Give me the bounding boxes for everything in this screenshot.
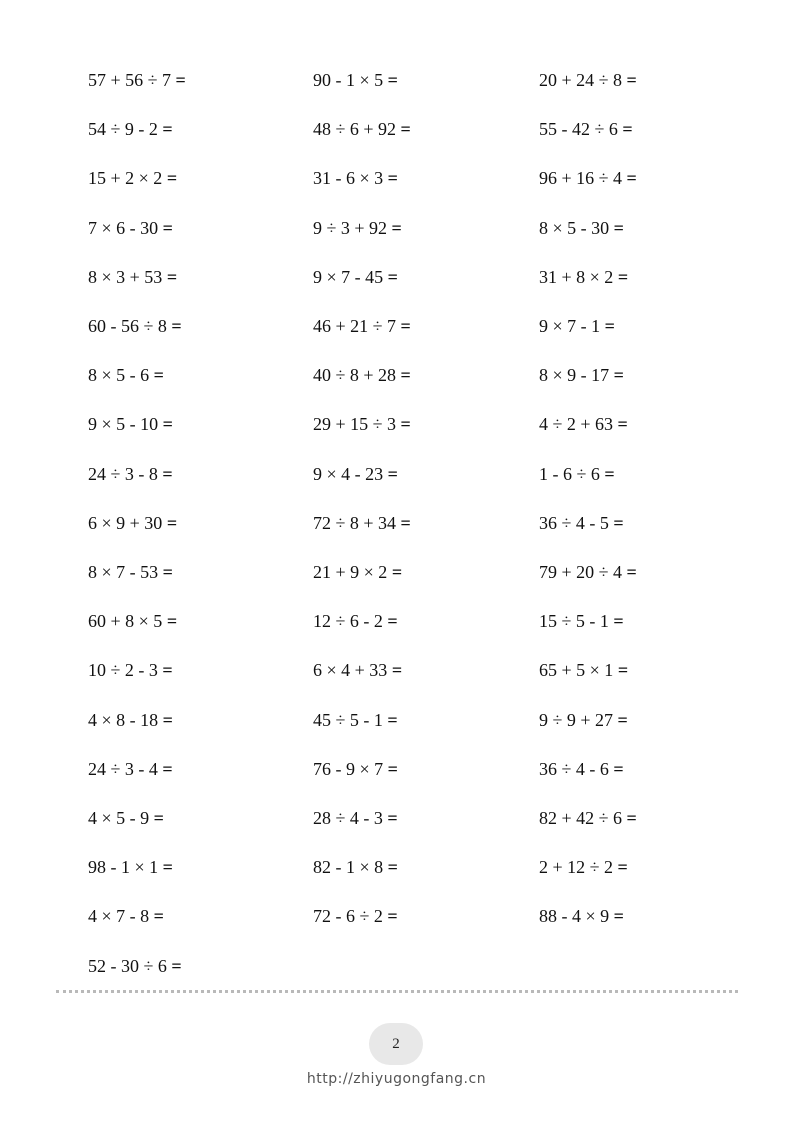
equals-sign: = (613, 513, 624, 533)
problem-expression: 76 - 9 × 7 (313, 759, 384, 779)
problem-expression: 8 × 5 - 6 (88, 365, 150, 385)
equals-sign: = (387, 808, 398, 828)
problem-item (313, 464, 398, 484)
problem-item (313, 267, 398, 287)
problem-item (313, 218, 402, 238)
problem-expression: 6 × 4 + 33 (313, 660, 388, 680)
problem-expression: 57 + 56 ÷ 7 (88, 70, 172, 90)
problem-expression: 8 × 5 - 30 (539, 218, 610, 238)
problem-expression: 40 ÷ 8 + 28 (313, 365, 397, 385)
equals-sign: = (391, 660, 403, 680)
problem-expression: 8 × 7 - 53 (88, 562, 159, 582)
problem-expression: 72 - 6 ÷ 2 (313, 906, 383, 926)
problem-expression: 46 + 21 ÷ 7 (313, 316, 397, 336)
equals-sign: = (622, 119, 633, 139)
equals-sign: = (387, 611, 398, 631)
problem-item (88, 710, 173, 730)
equals-sign: = (387, 267, 398, 287)
equals-sign: = (171, 956, 182, 976)
equals-sign: = (162, 119, 173, 139)
problem-expression: 24 ÷ 3 - 4 (88, 759, 158, 779)
equals-sign: = (162, 759, 173, 779)
equals-sign: = (613, 759, 624, 779)
problem-item (539, 464, 615, 484)
problem-expression: 20 + 24 ÷ 8 (539, 70, 623, 90)
equals-sign: = (617, 267, 629, 287)
problem-item (313, 70, 398, 90)
equals-sign: = (162, 218, 173, 238)
problem-item (313, 562, 402, 582)
problem-item (313, 316, 411, 336)
problem-expression: 4 × 8 - 18 (88, 710, 159, 730)
equals-sign: = (617, 710, 628, 730)
problem-expression: 72 ÷ 8 + 34 (313, 513, 397, 533)
problem-item (88, 808, 164, 828)
problem-expression: 2 + 12 ÷ 2 (539, 857, 614, 877)
problem-expression: 88 - 4 × 9 (539, 906, 610, 926)
problem-item (539, 906, 624, 926)
problem-expression: 15 ÷ 5 - 1 (539, 611, 609, 631)
equals-sign: = (400, 365, 411, 385)
problem-expression: 15 + 2 × 2 (88, 168, 163, 188)
problem-item (88, 857, 173, 877)
problem-item (539, 168, 637, 188)
problem-expression: 60 + 8 × 5 (88, 611, 163, 631)
problem-expression: 9 × 5 - 10 (88, 414, 159, 434)
problem-item (88, 316, 182, 336)
equals-sign: = (387, 906, 398, 926)
problem-item (539, 660, 628, 680)
problem-item (313, 906, 398, 926)
problem-item (313, 808, 398, 828)
problem-item (539, 562, 637, 582)
equals-sign: = (166, 513, 178, 533)
equals-sign: = (387, 857, 398, 877)
equals-sign: = (626, 562, 637, 582)
problem-item (88, 660, 173, 680)
problem-expression: 8 × 9 - 17 (539, 365, 610, 385)
problem-expression: 9 × 7 - 1 (539, 316, 601, 336)
problem-expression: 54 ÷ 9 - 2 (88, 119, 158, 139)
problem-item (313, 119, 411, 139)
problem-item (539, 267, 628, 287)
problem-expression: 9 × 7 - 45 (313, 267, 384, 287)
problem-expression: 9 ÷ 3 + 92 (313, 218, 388, 238)
problem-item (539, 119, 633, 139)
equals-sign: = (162, 414, 173, 434)
problem-expression: 79 + 20 ÷ 4 (539, 562, 623, 582)
problem-item (539, 365, 624, 385)
problem-expression: 52 - 30 ÷ 6 (88, 956, 167, 976)
equals-sign: = (162, 660, 173, 680)
equals-sign: = (162, 562, 173, 582)
problem-item (539, 513, 624, 533)
problem-expression: 24 ÷ 3 - 8 (88, 464, 158, 484)
problem-expression: 28 ÷ 4 - 3 (313, 808, 383, 828)
problem-expression: 9 × 4 - 23 (313, 464, 384, 484)
equals-sign: = (613, 365, 624, 385)
problem-expression: 82 + 42 ÷ 6 (539, 808, 623, 828)
equals-sign: = (626, 808, 637, 828)
problem-item (88, 119, 173, 139)
problem-expression: 6 × 9 + 30 (88, 513, 163, 533)
problem-expression: 29 + 15 ÷ 3 (313, 414, 397, 434)
problem-expression: 8 × 3 + 53 (88, 267, 163, 287)
problem-item (313, 857, 398, 877)
problem-item (313, 168, 398, 188)
problem-item (313, 759, 398, 779)
equals-sign: = (166, 611, 178, 631)
equals-sign: = (387, 464, 398, 484)
problem-item (88, 906, 164, 926)
problem-expression: 4 × 5 - 9 (88, 808, 150, 828)
equals-sign: = (166, 168, 178, 188)
problem-item (539, 759, 624, 779)
equals-sign: = (400, 513, 411, 533)
problem-expression: 65 + 5 × 1 (539, 660, 614, 680)
equals-sign: = (387, 759, 398, 779)
problem-item (539, 710, 628, 730)
page-number: 2 (392, 1035, 400, 1052)
equals-sign: = (387, 70, 398, 90)
problem-expression: 31 - 6 × 3 (313, 168, 384, 188)
problem-item (539, 218, 624, 238)
problem-expression: 10 ÷ 2 - 3 (88, 660, 158, 680)
problem-item (88, 464, 173, 484)
problem-item (313, 513, 411, 533)
problem-item (539, 70, 637, 90)
problem-expression: 55 - 42 ÷ 6 (539, 119, 618, 139)
equals-sign: = (400, 316, 411, 336)
problem-expression: 96 + 16 ÷ 4 (539, 168, 623, 188)
equals-sign: = (400, 119, 411, 139)
equals-sign: = (171, 316, 182, 336)
equals-sign: = (162, 710, 173, 730)
footer-url: http://zhiyugongfang.cn (306, 1071, 487, 1087)
problem-item (88, 365, 164, 385)
problem-item (88, 513, 177, 533)
problem-item (313, 365, 411, 385)
equals-sign: = (162, 464, 173, 484)
equals-sign: = (153, 365, 164, 385)
problem-item (88, 956, 182, 976)
equals-sign: = (387, 710, 398, 730)
problem-expression: 98 - 1 × 1 (88, 857, 159, 877)
equals-sign: = (617, 857, 628, 877)
problem-item (539, 611, 624, 631)
equals-sign: = (613, 218, 624, 238)
problem-item (88, 611, 177, 631)
problem-item (88, 168, 177, 188)
problem-expression: 4 × 7 - 8 (88, 906, 150, 926)
problem-item (539, 857, 628, 877)
problem-expression: 1 - 6 ÷ 6 (539, 464, 600, 484)
problem-expression: 4 ÷ 2 + 63 (539, 414, 614, 434)
equals-sign: = (391, 218, 402, 238)
problem-item (313, 414, 411, 434)
problem-item (88, 759, 173, 779)
problem-item (88, 70, 186, 90)
problem-item (88, 562, 173, 582)
problem-expression: 48 ÷ 6 + 92 (313, 119, 397, 139)
problem-item (88, 218, 173, 238)
problem-item (313, 611, 398, 631)
problem-expression: 82 - 1 × 8 (313, 857, 384, 877)
equals-sign: = (153, 906, 164, 926)
equals-sign: = (175, 70, 186, 90)
problem-item (313, 660, 402, 680)
problem-expression: 36 ÷ 4 - 6 (539, 759, 609, 779)
equals-sign: = (617, 414, 628, 434)
equals-sign: = (387, 168, 398, 188)
problem-expression: 36 ÷ 4 - 5 (539, 513, 609, 533)
equals-sign: = (626, 70, 637, 90)
page-number-badge (369, 1023, 423, 1065)
equals-sign: = (613, 611, 624, 631)
problem-item (313, 710, 398, 730)
equals-sign: = (626, 168, 637, 188)
equals-sign: = (400, 414, 411, 434)
equals-sign: = (153, 808, 164, 828)
equals-sign: = (391, 562, 403, 582)
problem-expression: 31 + 8 × 2 (539, 267, 614, 287)
problem-expression: 21 + 9 × 2 (313, 562, 388, 582)
problem-item (539, 316, 615, 336)
equals-sign: = (604, 316, 615, 336)
problem-expression: 90 - 1 × 5 (313, 70, 384, 90)
problem-item (539, 414, 628, 434)
problem-item (88, 267, 177, 287)
equals-sign: = (617, 660, 629, 680)
dotted-divider (56, 990, 738, 993)
problem-expression: 60 - 56 ÷ 8 (88, 316, 167, 336)
equals-sign: = (162, 857, 173, 877)
problem-item (539, 808, 637, 828)
problem-expression: 12 ÷ 6 - 2 (313, 611, 383, 631)
problem-expression: 45 ÷ 5 - 1 (313, 710, 383, 730)
equals-sign: = (166, 267, 178, 287)
problem-item (88, 414, 173, 434)
equals-sign: = (604, 464, 615, 484)
problem-expression: 7 × 6 - 30 (88, 218, 159, 238)
problem-expression: 9 ÷ 9 + 27 (539, 710, 614, 730)
equals-sign: = (613, 906, 624, 926)
